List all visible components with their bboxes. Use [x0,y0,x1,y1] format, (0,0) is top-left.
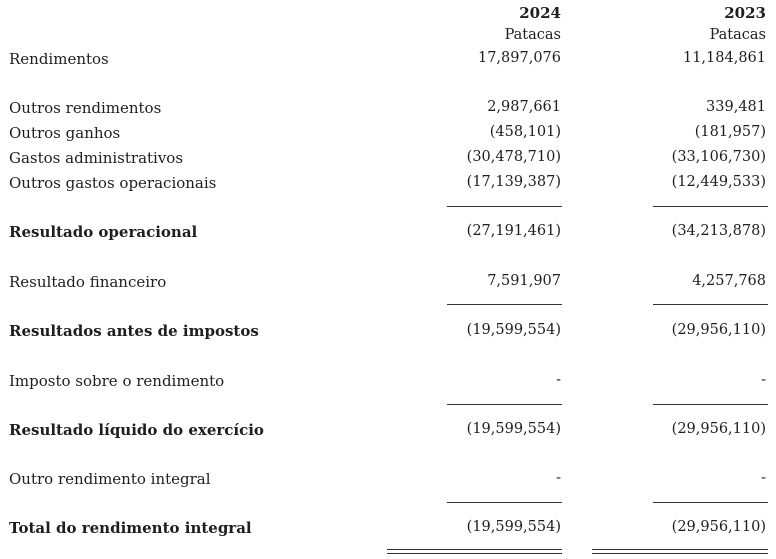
value-2024: - [556,372,561,388]
row-label: Outros gastos operacionais [9,174,217,192]
row-resultados-antes-impostos [0,320,776,344]
row-total-rendimento-integral [0,517,776,541]
row-label: Outros ganhos [9,124,121,142]
value-2024: (458,101) [489,124,561,140]
row-label: Imposto sobre o rendimento [9,372,225,390]
value-2023: 11,184,861 [682,50,766,66]
row-gastos-administrativos [0,147,776,171]
subtotal-rule-2024 [447,502,562,503]
subtotal-rule-2023 [653,404,768,405]
subtotal-rule-2023 [653,502,768,503]
row-label: Resultados antes de impostos [9,322,259,340]
value-2023: 339,481 [706,99,766,115]
total-double-rule-bottom-2023 [592,553,768,554]
value-2023: (29,956,110) [671,421,766,437]
total-double-rule-bottom-2024 [387,553,562,554]
subtotal-rule-2024 [447,404,562,405]
value-2024: (17,139,387) [466,174,561,190]
value-2023: (12,449,533) [671,174,766,190]
row-rendimentos [0,48,776,72]
row-imposto-rendimento [0,370,776,394]
value-2023: (29,956,110) [671,322,766,338]
row-outros-gastos-operacionais [0,172,776,196]
value-2023: - [761,470,766,486]
total-double-rule-top-2024 [387,549,562,550]
value-2023: - [761,372,766,388]
total-double-rule-top-2023 [592,549,768,550]
unit-2023-header: Patacas [709,27,766,43]
value-2024: (19,599,554) [466,322,561,338]
value-2024: (19,599,554) [466,519,561,535]
value-2023: (29,956,110) [671,519,766,535]
row-resultado-liquido [0,419,776,443]
row-label: Total do rendimento integral [9,519,252,537]
subtotal-rule-2024 [447,304,562,305]
value-2023: 4,257,768 [692,273,766,289]
value-2023: (34,213,878) [671,223,766,239]
year-2024-header: 2024 [519,4,561,22]
row-label: Outro rendimento integral [9,470,211,488]
row-label: Gastos administrativos [9,149,184,167]
row-resultado-operacional [0,221,776,245]
year-header-row [0,2,776,26]
value-2023: (181,957) [694,124,766,140]
subtotal-rule-2023 [653,304,768,305]
value-2024: - [556,470,561,486]
unit-header-row [0,25,776,49]
row-label: Resultado financeiro [9,273,167,291]
row-outros-ganhos [0,122,776,146]
row-resultado-financeiro [0,271,776,295]
row-outro-rendimento-integral [0,468,776,492]
row-label: Outros rendimentos [9,99,162,117]
year-2023-header: 2023 [724,4,766,22]
value-2024: 7,591,907 [487,273,561,289]
value-2024: 2,987,661 [487,99,561,115]
value-2023: (33,106,730) [671,149,766,165]
value-2024: (30,478,710) [466,149,561,165]
subtotal-rule-2024 [447,206,562,207]
row-label: Rendimentos [9,50,109,68]
row-outros-rendimentos [0,97,776,121]
value-2024: (19,599,554) [466,421,561,437]
value-2024: (27,191,461) [466,223,561,239]
row-label: Resultado operacional [9,223,198,241]
value-2024: 17,897,076 [477,50,561,66]
unit-2024-header: Patacas [504,27,561,43]
subtotal-rule-2023 [653,206,768,207]
row-label: Resultado líquido do exercício [9,421,264,439]
